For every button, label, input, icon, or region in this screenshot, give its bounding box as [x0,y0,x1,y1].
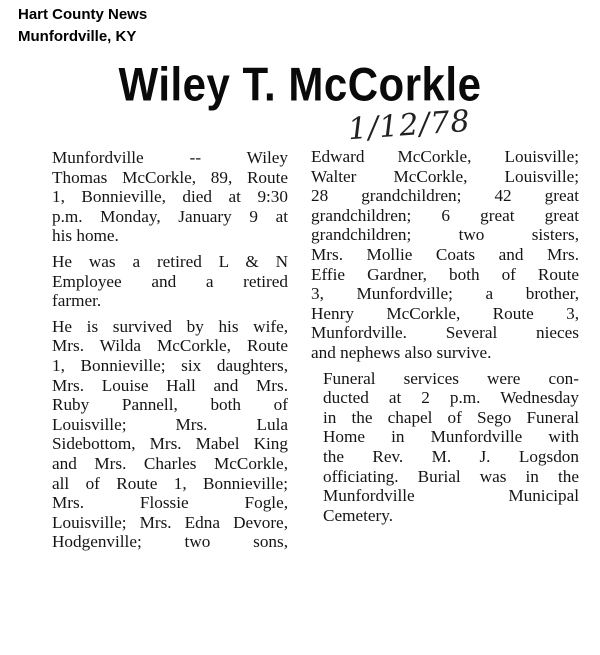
text-line: Effie Gardner, both of Route [311,264,579,284]
text-line: Mrs. Louise Hall and Mrs. [52,375,288,395]
text-line: Munfordville -- Wiley [52,148,288,167]
text-line: and nephews also survive. [311,342,492,362]
text-line: and Mrs. Charles McCorkle, [52,453,288,473]
text-line: ducted at 2 p.m. Wednesday [323,388,579,408]
text-line: Edward McCorkle, Louisville; [311,147,579,166]
text-line: all of Route 1, Bonnieville; [52,473,288,493]
text-line: Louisville; Mrs. Edna Devore, [52,512,288,532]
text-line: 3, Munfordville; a brother, [311,284,579,304]
paragraph-funeral [311,369,579,526]
text-line: Mrs. Flossie Fogle, [52,493,288,513]
right-column [311,147,579,531]
text-line: Sidebottom, Mrs. Mabel King [52,434,288,454]
text-line: He is survived by his wife, [52,316,288,336]
text-line: Mrs. Mollie Coats and Mrs. [311,244,579,264]
text-line: grandchildren; two sisters, [311,225,579,245]
handwritten-date: 1/12/78 [346,103,472,148]
text-line: the Rev. M. J. Logsdon [323,446,579,466]
left-column [40,148,288,558]
text-line: Home in Munfordville with [323,427,579,447]
publication-name: Hart County News [18,6,148,23]
text-line: 1, Bonnieville; six daughters, [52,355,288,375]
paragraph-intro [40,148,288,246]
text-line: Thomas McCorkle, 89, Route [52,167,288,187]
text-line: Ruby Pannell, both of [52,395,288,415]
text-line: Funeral services were con- [323,368,579,388]
paragraph-employment [40,252,288,311]
text-line: Henry McCorkle, Route 3, [311,303,579,323]
text-line: He was a retired L & N [52,251,288,271]
publication-location: Munfordville, KY [18,28,137,45]
text-line: Munfordville. Several nieces [311,323,579,343]
text-line: Mrs. Wilda McCorkle, Route [52,336,288,356]
text-line: Employee and a retired [52,271,288,291]
obituary-headline: Wiley T. McCorkle [118,58,482,111]
text-line: Walter McCorkle, Louisville; [311,166,579,186]
text-line: officiating. Burial was in the [323,466,579,486]
paragraph-survivors [40,317,288,552]
text-line: Cemetery. [323,505,393,525]
text-line: in the chapel of Sego Funeral [323,407,579,427]
text-line: Munfordville Municipal [323,486,579,506]
text-line: Louisville; Mrs. Lula [52,414,288,434]
text-line: his home. [52,226,119,246]
text-line: Hodgenville; two sons, [52,532,288,552]
text-line: p.m. Monday, January 9 at [52,206,288,226]
text-line: grandchildren; 6 great great [311,205,579,225]
text-line: 28 grandchildren; 42 great [311,186,579,206]
text-line: farmer. [52,291,102,311]
paragraph-survivors-continued [311,147,579,363]
text-line: 1, Bonnieville, died at 9:30 [52,187,288,207]
source-label [18,4,147,48]
